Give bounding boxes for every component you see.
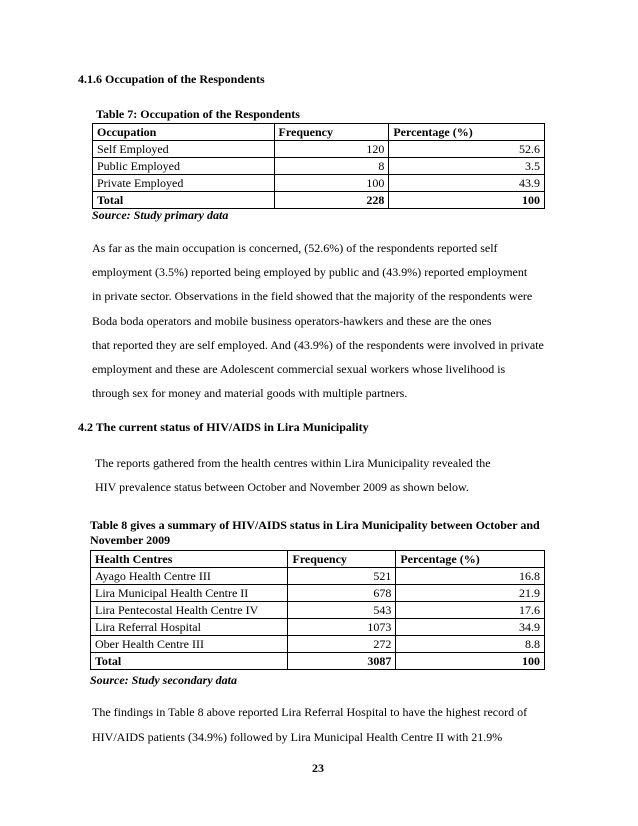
- table-cell: 16.8: [396, 568, 545, 585]
- table-row: [93, 175, 545, 192]
- table-cell: Ayago Health Centre III: [91, 568, 288, 585]
- table-header-cell: Percentage (%): [396, 551, 545, 568]
- paragraph-line: HIV prevalence status between October and November 2009 as shown below.: [95, 480, 469, 494]
- table-cell: 100: [389, 192, 545, 209]
- table-cell: 43.9: [389, 175, 545, 192]
- table-cell: 21.9: [396, 585, 545, 602]
- table-header-cell: Health Centres: [91, 551, 288, 568]
- table-cell: 1073: [288, 619, 396, 636]
- table8-caption-line: Table 8 gives a summary of HIV/AIDS status in Lira Municipality between October and: [90, 518, 540, 532]
- table-cell: 34.9: [396, 619, 545, 636]
- table7-caption: Table 7: Occupation of the Respondents: [96, 107, 300, 121]
- table-row: [91, 602, 545, 619]
- table-row: [91, 568, 545, 585]
- table-cell: 521: [288, 568, 396, 585]
- table-cell: 8.8: [396, 636, 545, 653]
- table-cell: Total: [93, 192, 275, 209]
- table-cell: 120: [274, 141, 389, 158]
- paragraph-line: in private sector. Observations in the field showed that the majority of the respondents were: [92, 289, 533, 303]
- table-cell: 272: [288, 636, 396, 653]
- table-cell: 228: [274, 192, 389, 209]
- table-cell: Total: [91, 653, 288, 670]
- paragraph-line: The reports gathered from the health centres within Lira Municipality revealed the: [95, 456, 491, 470]
- table-cell: 100: [274, 175, 389, 192]
- table-cell: 8: [274, 158, 389, 175]
- paragraph-line: The findings in Table 8 above reported Lira Referral Hospital to have the highest record of: [92, 705, 528, 719]
- paragraph-line: As far as the main occupation is concerned, (52.6%) of the respondents reported self: [92, 241, 498, 255]
- table-cell: Private Employed: [93, 175, 275, 192]
- table-header-cell: Frequency: [288, 551, 396, 568]
- paragraph-line: through sex for money and material goods with multiple partners.: [92, 386, 408, 400]
- table-row: [91, 585, 545, 602]
- table-header-cell: Percentage (%): [389, 124, 545, 141]
- table-cell: 52.6: [389, 141, 545, 158]
- page-number: 23: [312, 761, 324, 775]
- table7-source: Source: Study primary data: [92, 208, 229, 222]
- table-cell: Lira Pentecostal Health Centre IV: [91, 602, 288, 619]
- paragraph-line: employment (3.5%) reported being employed by public and (43.9%) reported employment: [92, 265, 528, 279]
- table7-occupation: [92, 123, 545, 209]
- table-cell: 3.5: [389, 158, 545, 175]
- section-heading-occupation: 4.1.6 Occupation of the Respondents: [78, 72, 265, 86]
- table-header-cell: Occupation: [93, 124, 275, 141]
- table-header-row: [91, 551, 545, 568]
- table-cell: 17.6: [396, 602, 545, 619]
- table-row: [93, 141, 545, 158]
- table-row: [93, 158, 545, 175]
- table8-caption-line: November 2009: [90, 533, 171, 547]
- table-cell: 100: [396, 653, 545, 670]
- table-cell: Self Employed: [93, 141, 275, 158]
- table-cell: Lira Municipal Health Centre II: [91, 585, 288, 602]
- table-cell: Lira Referral Hospital: [91, 619, 288, 636]
- table-header-row: [93, 124, 545, 141]
- table-row: [91, 636, 545, 653]
- table-cell: Public Employed: [93, 158, 275, 175]
- table8-source: Source: Study secondary data: [90, 673, 237, 687]
- table-row: [91, 619, 545, 636]
- table-header-cell: Frequency: [274, 124, 389, 141]
- paragraph-line: that reported they are self employed. And (43.9%) of the respondents were involved in private: [92, 338, 544, 352]
- table-cell: 543: [288, 602, 396, 619]
- table-cell: Ober Health Centre III: [91, 636, 288, 653]
- table8-hiv-status: [90, 550, 545, 670]
- paragraph-line: Boda boda operators and mobile business operators-hawkers and these are the ones: [92, 314, 492, 328]
- table-cell: 678: [288, 585, 396, 602]
- table-total-row: [91, 653, 545, 670]
- table-total-row: [93, 192, 545, 209]
- paragraph-line: HIV/AIDS patients (34.9%) followed by Lira Municipal Health Centre II with 21.9%: [92, 730, 503, 744]
- table-cell: 3087: [288, 653, 396, 670]
- section-heading-hiv-status: 4.2 The current status of HIV/AIDS in Lira Municipality: [78, 420, 369, 434]
- paragraph-line: employment and these are Adolescent commercial sexual workers whose livelihood is: [92, 362, 506, 376]
